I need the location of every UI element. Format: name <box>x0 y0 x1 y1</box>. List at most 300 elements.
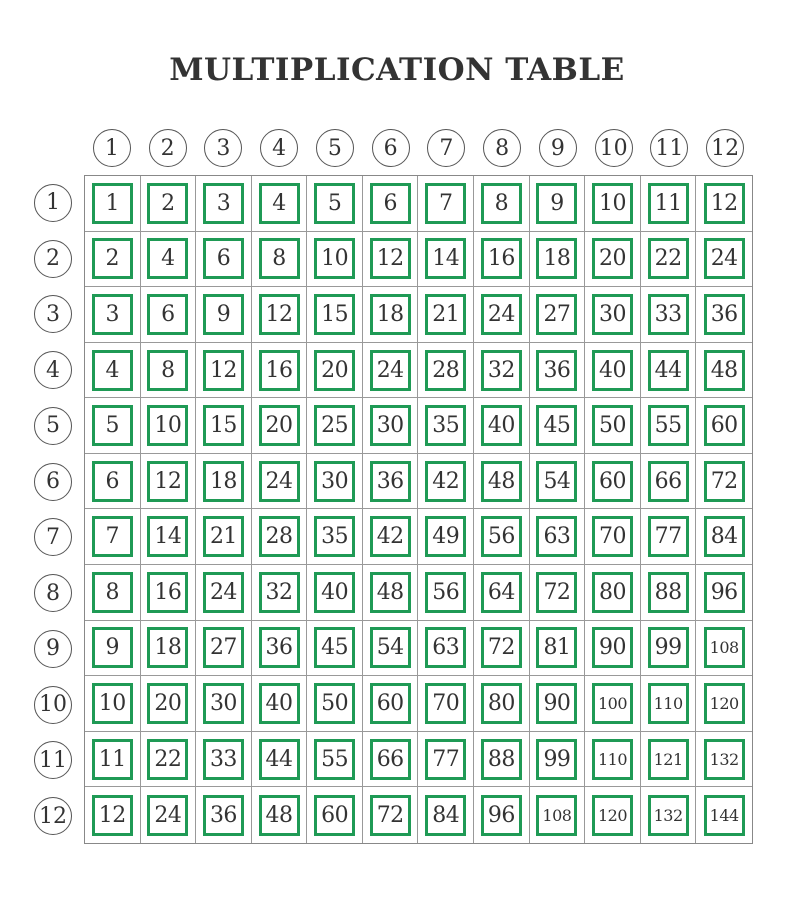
table-cell <box>641 398 697 454</box>
table-cell <box>196 565 252 621</box>
product-value: 1 <box>92 183 133 224</box>
product-value: 120 <box>592 795 633 836</box>
table-cell <box>85 732 141 788</box>
column-header: 1 <box>93 129 131 167</box>
column-header: 12 <box>706 129 744 167</box>
table-cell <box>141 621 197 677</box>
product-value: 36 <box>370 461 411 502</box>
table-cell <box>196 787 252 843</box>
table-cell <box>530 232 586 288</box>
product-value: 24 <box>259 461 300 502</box>
table-cell <box>474 343 530 399</box>
product-value: 63 <box>425 627 466 668</box>
product-value: 20 <box>314 350 355 391</box>
column-header: 8 <box>483 129 521 167</box>
product-value: 84 <box>425 795 466 836</box>
table-cell <box>85 621 141 677</box>
table-cell <box>252 787 308 843</box>
table-cell <box>141 176 197 232</box>
table-cell <box>585 509 641 565</box>
product-value: 28 <box>425 350 466 391</box>
product-value: 33 <box>203 739 244 780</box>
table-cell <box>252 232 308 288</box>
product-value: 40 <box>592 350 633 391</box>
table-cell <box>196 343 252 399</box>
product-value: 80 <box>592 572 633 613</box>
product-value: 42 <box>425 461 466 502</box>
table-cell <box>530 676 586 732</box>
product-value: 6 <box>147 294 188 335</box>
table-cell <box>474 621 530 677</box>
table-cell <box>641 565 697 621</box>
table-cell <box>641 454 697 510</box>
table-cell <box>474 732 530 788</box>
table-cell <box>141 343 197 399</box>
table-cell <box>141 676 197 732</box>
table-cell <box>252 287 308 343</box>
row-header: 5 <box>34 407 72 445</box>
product-value: 40 <box>259 683 300 724</box>
table-cell <box>252 565 308 621</box>
product-value: 22 <box>648 238 689 279</box>
column-header: 11 <box>650 129 688 167</box>
table-cell <box>196 509 252 565</box>
table-cell <box>585 232 641 288</box>
table-cell <box>141 509 197 565</box>
table-cell <box>696 176 752 232</box>
product-value: 20 <box>259 405 300 446</box>
table-cell <box>641 676 697 732</box>
row-header: 11 <box>34 741 72 779</box>
product-value: 24 <box>147 795 188 836</box>
product-value: 121 <box>648 739 689 780</box>
table-cell <box>696 621 752 677</box>
table-cell <box>252 398 308 454</box>
row-headers <box>34 178 78 847</box>
product-value: 48 <box>704 350 745 391</box>
table-cell <box>530 398 586 454</box>
table-cell <box>474 509 530 565</box>
table-cell <box>85 343 141 399</box>
table-cell <box>418 509 474 565</box>
product-value: 2 <box>92 238 133 279</box>
product-value: 18 <box>147 627 188 668</box>
table-cell <box>252 343 308 399</box>
table-cell <box>196 232 252 288</box>
product-value: 63 <box>536 516 577 557</box>
product-value: 12 <box>92 795 133 836</box>
product-value: 110 <box>648 683 689 724</box>
table-cell <box>85 398 141 454</box>
table-cell <box>141 287 197 343</box>
table-cell <box>530 454 586 510</box>
table-cell <box>474 454 530 510</box>
table-cell <box>696 287 752 343</box>
product-value: 3 <box>203 183 244 224</box>
table-cell <box>641 621 697 677</box>
table-cell <box>696 398 752 454</box>
product-value: 28 <box>259 516 300 557</box>
product-value: 6 <box>370 183 411 224</box>
product-value: 99 <box>536 739 577 780</box>
product-value: 32 <box>259 572 300 613</box>
product-value: 11 <box>648 183 689 224</box>
product-value: 11 <box>92 739 133 780</box>
product-value: 22 <box>147 739 188 780</box>
page-title: MULTIPLICATION TABLE <box>169 52 625 88</box>
product-value: 64 <box>481 572 522 613</box>
product-value: 8 <box>92 572 133 613</box>
product-value: 18 <box>203 461 244 502</box>
product-value: 44 <box>259 739 300 780</box>
product-value: 30 <box>592 294 633 335</box>
table-cell <box>418 287 474 343</box>
table-cell <box>196 398 252 454</box>
table-cell <box>307 565 363 621</box>
product-value: 33 <box>648 294 689 335</box>
table-cell <box>252 621 308 677</box>
table-cell <box>85 287 141 343</box>
table-cell <box>196 287 252 343</box>
table-cell <box>252 176 308 232</box>
table-cell <box>307 343 363 399</box>
product-value: 9 <box>536 183 577 224</box>
table-cell <box>696 232 752 288</box>
product-value: 60 <box>592 461 633 502</box>
product-value: 10 <box>592 183 633 224</box>
column-headers <box>84 128 753 168</box>
product-value: 7 <box>425 183 466 224</box>
table-cell <box>196 676 252 732</box>
table-cell <box>474 676 530 732</box>
table-cell <box>696 343 752 399</box>
column-header: 2 <box>149 129 187 167</box>
table-cell <box>85 176 141 232</box>
product-value: 144 <box>704 795 745 836</box>
product-value: 15 <box>203 405 244 446</box>
table-cell <box>641 343 697 399</box>
table-cell <box>585 454 641 510</box>
product-value: 70 <box>592 516 633 557</box>
product-value: 10 <box>314 238 355 279</box>
table-cell <box>85 509 141 565</box>
table-cell <box>141 454 197 510</box>
product-value: 108 <box>704 627 745 668</box>
table-cell <box>252 676 308 732</box>
table-cell <box>418 343 474 399</box>
table-cell <box>363 343 419 399</box>
product-value: 54 <box>370 627 411 668</box>
table-cell <box>474 287 530 343</box>
product-value: 100 <box>592 683 633 724</box>
table-cell <box>530 787 586 843</box>
product-value: 10 <box>92 683 133 724</box>
table-cell <box>530 565 586 621</box>
table-cell <box>363 565 419 621</box>
product-value: 3 <box>92 294 133 335</box>
table-cell <box>418 621 474 677</box>
product-value: 36 <box>259 627 300 668</box>
table-cell <box>363 287 419 343</box>
product-value: 5 <box>314 183 355 224</box>
product-value: 6 <box>92 461 133 502</box>
product-value: 56 <box>481 516 522 557</box>
table-cell <box>585 176 641 232</box>
table-cell <box>196 621 252 677</box>
table-cell <box>530 621 586 677</box>
product-value: 2 <box>147 183 188 224</box>
product-value: 15 <box>314 294 355 335</box>
table-cell <box>474 176 530 232</box>
product-value: 50 <box>314 683 355 724</box>
product-value: 18 <box>370 294 411 335</box>
product-value: 12 <box>203 350 244 391</box>
table-cell <box>252 454 308 510</box>
product-value: 9 <box>203 294 244 335</box>
table-cell <box>418 565 474 621</box>
table-cell <box>641 176 697 232</box>
table-cell <box>418 454 474 510</box>
product-value: 66 <box>370 739 411 780</box>
table-cell <box>474 398 530 454</box>
product-value: 60 <box>314 795 355 836</box>
row-header: 7 <box>34 518 72 556</box>
table-cell <box>696 787 752 843</box>
product-value: 36 <box>203 795 244 836</box>
product-value: 60 <box>370 683 411 724</box>
product-value: 66 <box>648 461 689 502</box>
table-cell <box>418 232 474 288</box>
product-value: 48 <box>481 461 522 502</box>
product-value: 88 <box>648 572 689 613</box>
product-value: 6 <box>203 238 244 279</box>
product-value: 77 <box>648 516 689 557</box>
table-cell <box>585 398 641 454</box>
product-value: 4 <box>147 238 188 279</box>
product-value: 36 <box>536 350 577 391</box>
product-value: 18 <box>536 238 577 279</box>
table-cell <box>307 676 363 732</box>
product-value: 42 <box>370 516 411 557</box>
product-value: 120 <box>704 683 745 724</box>
table-cell <box>474 232 530 288</box>
product-value: 40 <box>481 405 522 446</box>
table-cell <box>585 287 641 343</box>
table-cell <box>585 787 641 843</box>
table-cell <box>641 732 697 788</box>
row-header: 9 <box>34 630 72 668</box>
product-value: 12 <box>370 238 411 279</box>
product-value: 10 <box>147 405 188 446</box>
table-cell <box>363 676 419 732</box>
product-value: 14 <box>147 516 188 557</box>
table-cell <box>363 454 419 510</box>
column-header: 5 <box>316 129 354 167</box>
product-value: 108 <box>536 795 577 836</box>
product-value: 24 <box>704 238 745 279</box>
table-cell <box>307 232 363 288</box>
table-cell <box>418 787 474 843</box>
column-header: 10 <box>595 129 633 167</box>
table-cell <box>85 787 141 843</box>
product-value: 72 <box>536 572 577 613</box>
column-header: 6 <box>372 129 410 167</box>
product-value: 132 <box>704 739 745 780</box>
table-cell <box>474 565 530 621</box>
product-value: 30 <box>370 405 411 446</box>
table-cell <box>530 287 586 343</box>
row-header: 6 <box>34 463 72 501</box>
table-cell <box>530 509 586 565</box>
table-cell <box>418 176 474 232</box>
table-cell <box>141 787 197 843</box>
product-value: 45 <box>314 627 355 668</box>
table-cell <box>474 787 530 843</box>
column-header: 3 <box>204 129 242 167</box>
row-header: 3 <box>34 295 72 333</box>
product-value: 21 <box>425 294 466 335</box>
product-value: 5 <box>92 405 133 446</box>
table-cell <box>307 398 363 454</box>
row-header: 4 <box>34 351 72 389</box>
product-value: 7 <box>92 516 133 557</box>
product-value: 55 <box>314 739 355 780</box>
product-value: 32 <box>481 350 522 391</box>
product-value: 30 <box>314 461 355 502</box>
product-value: 50 <box>592 405 633 446</box>
table-cell <box>85 676 141 732</box>
table-cell <box>418 732 474 788</box>
table-cell <box>696 454 752 510</box>
table-cell <box>141 398 197 454</box>
product-value: 70 <box>425 683 466 724</box>
table-cell <box>585 565 641 621</box>
product-value: 132 <box>648 795 689 836</box>
table-cell <box>530 343 586 399</box>
product-value: 8 <box>259 238 300 279</box>
row-header: 2 <box>34 240 72 278</box>
multiplication-grid <box>84 175 753 844</box>
table-cell <box>196 454 252 510</box>
table-cell <box>307 787 363 843</box>
product-value: 12 <box>147 461 188 502</box>
table-cell <box>307 454 363 510</box>
table-cell <box>696 676 752 732</box>
product-value: 49 <box>425 516 466 557</box>
product-value: 88 <box>481 739 522 780</box>
table-cell <box>585 621 641 677</box>
product-value: 96 <box>481 795 522 836</box>
product-value: 24 <box>370 350 411 391</box>
product-value: 90 <box>536 683 577 724</box>
product-value: 20 <box>592 238 633 279</box>
product-value: 40 <box>314 572 355 613</box>
row-header: 10 <box>34 686 72 724</box>
product-value: 48 <box>259 795 300 836</box>
table-cell <box>141 732 197 788</box>
table-cell <box>585 343 641 399</box>
table-cell <box>696 509 752 565</box>
product-value: 56 <box>425 572 466 613</box>
table-cell <box>196 732 252 788</box>
table-cell <box>252 732 308 788</box>
table-cell <box>418 676 474 732</box>
table-cell <box>307 509 363 565</box>
product-value: 35 <box>314 516 355 557</box>
row-header: 8 <box>34 574 72 612</box>
product-value: 16 <box>147 572 188 613</box>
product-value: 4 <box>92 350 133 391</box>
product-value: 99 <box>648 627 689 668</box>
product-value: 24 <box>203 572 244 613</box>
product-value: 35 <box>425 405 466 446</box>
table-cell <box>85 454 141 510</box>
row-header: 12 <box>34 797 72 835</box>
product-value: 27 <box>536 294 577 335</box>
product-value: 90 <box>592 627 633 668</box>
table-cell <box>696 732 752 788</box>
product-value: 77 <box>425 739 466 780</box>
product-value: 9 <box>92 627 133 668</box>
product-value: 24 <box>481 294 522 335</box>
column-header: 9 <box>539 129 577 167</box>
table-cell <box>641 509 697 565</box>
product-value: 14 <box>425 238 466 279</box>
product-value: 110 <box>592 739 633 780</box>
product-value: 21 <box>203 516 244 557</box>
table-cell <box>307 621 363 677</box>
product-value: 96 <box>704 572 745 613</box>
table-cell <box>530 176 586 232</box>
product-value: 30 <box>203 683 244 724</box>
product-value: 44 <box>648 350 689 391</box>
row-header: 1 <box>34 184 72 222</box>
product-value: 20 <box>147 683 188 724</box>
product-value: 36 <box>704 294 745 335</box>
table-cell <box>363 787 419 843</box>
table-cell <box>363 232 419 288</box>
product-value: 81 <box>536 627 577 668</box>
product-value: 60 <box>704 405 745 446</box>
column-header: 7 <box>427 129 465 167</box>
table-cell <box>141 232 197 288</box>
table-cell <box>85 565 141 621</box>
product-value: 25 <box>314 405 355 446</box>
product-value: 48 <box>370 572 411 613</box>
product-value: 16 <box>481 238 522 279</box>
table-cell <box>530 732 586 788</box>
product-value: 4 <box>259 183 300 224</box>
table-cell <box>363 732 419 788</box>
table-cell <box>641 787 697 843</box>
product-value: 8 <box>147 350 188 391</box>
product-value: 72 <box>704 461 745 502</box>
product-value: 84 <box>704 516 745 557</box>
product-value: 80 <box>481 683 522 724</box>
product-value: 72 <box>481 627 522 668</box>
table-cell <box>307 732 363 788</box>
product-value: 27 <box>203 627 244 668</box>
product-value: 45 <box>536 405 577 446</box>
table-cell <box>585 732 641 788</box>
table-cell <box>696 565 752 621</box>
product-value: 55 <box>648 405 689 446</box>
column-header: 4 <box>260 129 298 167</box>
table-cell <box>85 232 141 288</box>
product-value: 12 <box>704 183 745 224</box>
table-cell <box>418 398 474 454</box>
table-cell <box>252 509 308 565</box>
